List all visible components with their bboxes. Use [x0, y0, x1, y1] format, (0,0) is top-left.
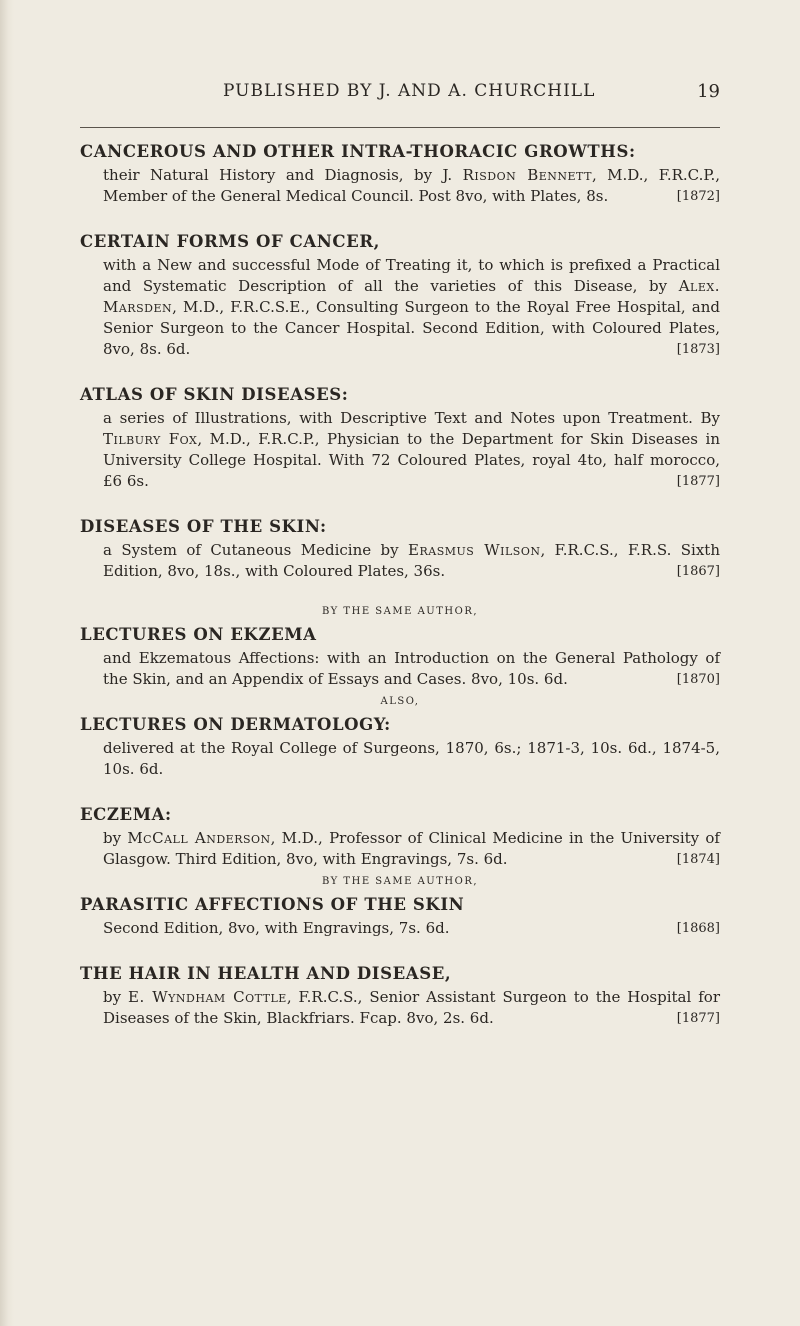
catalogue-entry — [80, 382, 720, 492]
catalogue-entry — [80, 961, 720, 1029]
catalogue-entry — [80, 139, 720, 207]
entry-author: Alex. Marsden — [103, 277, 720, 316]
entry-text: by — [103, 829, 128, 847]
entry-text: by — [103, 988, 129, 1006]
catalogue-entry — [80, 694, 720, 780]
entry-description — [80, 648, 720, 690]
entry-text: , M.D., Professor of Clinical Medicine in the University of Glasgow. Third Edition, 8vo, with Engravings, 7s. 6d. — [103, 829, 720, 868]
entry-year: [ 1867 ] — [677, 561, 720, 582]
entry-text: with a New and successful Mode of Treating it, to which is prefixed a Practical and Systematic Description of all the varieties of this Disease, by — [103, 256, 720, 295]
entry-title: PARASITIC AFFECTIONS OF THE SKIN — [80, 895, 465, 914]
entry-description — [80, 165, 720, 207]
entry-text: a series of Illustrations, with Descriptive Text and Notes upon Treatment. By — [103, 409, 720, 427]
entry-year: [ 1877 ] — [677, 1008, 720, 1029]
entry-title: LECTURES ON EKZEMA — [80, 625, 317, 644]
entry-description — [80, 255, 720, 360]
entry-text: delivered at the Royal College of Surgeons, 1870, 6s.; 1871-3, 10s. 6d., 1874-5, 10s. 6d. — [103, 739, 720, 778]
entry-title: DISEASES OF THE SKIN: — [80, 517, 327, 536]
entry-text: , M.D., F.R.C.P., Physician to the Department for Skin Diseases in University College Hospital. With 72 Coloured Plates, royal 4to, half morocco, £6 6s. — [103, 430, 720, 490]
entry-year: [ 1872 ] — [677, 186, 720, 207]
entry-title: ATLAS OF SKIN DISEASES: — [80, 385, 349, 404]
entry-author: Risdon Bennett — [462, 166, 592, 184]
entry-text: their Natural History and Diagnosis, by J. — [103, 166, 463, 184]
entry-text: , M.D., F.R.C.P., Member of the General Medical Council. Post 8vo, with Plates, 8s. — [103, 166, 720, 205]
entry-text: a System of Cutaneous Medicine by — [103, 541, 409, 559]
entry-description — [80, 738, 720, 780]
entry-author: Tilbury Fox — [103, 430, 198, 448]
entry-description — [80, 408, 720, 492]
header-rule — [80, 127, 720, 128]
entry-title: LECTURES ON DERMATOLOGY: — [80, 715, 391, 734]
also-note: ALSO, — [380, 696, 420, 707]
entry-text: Second Edition, 8vo, with Engravings, 7s. 6d. — [103, 919, 450, 937]
entry-text: , F.R.C.S., Senior Assistant Surgeon to the Hospital for Diseases of the Skin, Blackfriars. Fcap. 8vo, 2s. 6d. — [103, 988, 720, 1027]
entry-year: [ 1877 ] — [677, 471, 720, 492]
same-author-note: BY THE SAME AUTHOR, — [321, 876, 479, 887]
entry-year: [ 1868 ] — [677, 918, 720, 939]
entry-author: Erasmus Wilson — [408, 541, 541, 559]
catalogue-entry — [80, 874, 720, 939]
entry-description — [80, 918, 720, 939]
page-number: 19 — [697, 81, 720, 102]
page-edge-shadow — [0, 0, 14, 1326]
entry-year: [ 1870 ] — [677, 669, 720, 690]
entry-description — [80, 987, 720, 1029]
entry-text: , F.R.C.S., F.R.S. Sixth Edition, 8vo, 18s., with Coloured Plates, 36s. — [103, 541, 720, 580]
catalogue-entry — [80, 604, 720, 690]
same-author-note: BY THE SAME AUTHOR, — [321, 606, 479, 617]
entry-text: and Ekzematous Affections: with an Introduction on the General Pathology of the Skin, and an Appendix of Essays and Cases. 8vo, 10s. 6d. — [103, 649, 720, 688]
entry-description — [80, 540, 720, 582]
entry-title: THE HAIR IN HEALTH AND DISEASE, — [80, 964, 452, 983]
catalogue-entry — [80, 802, 720, 870]
catalogue-entry — [80, 514, 720, 582]
entry-author: McCall Anderson — [127, 829, 271, 847]
entry-author: E. Wyndham Cottle — [128, 988, 287, 1006]
entry-title: CERTAIN FORMS OF CANCER, — [80, 232, 380, 251]
catalogue-list — [80, 139, 720, 1051]
entry-text: , M.D., F.R.C.S.E., Consulting Surgeon to the Royal Free Hospital, and Senior Surgeon to the Cancer Hospital. Second Edition, with Coloured Plates, 8vo, 8s. 6d. — [103, 298, 720, 358]
entry-title: CANCEROUS AND OTHER INTRA-THORACIC GROWTHS: — [80, 142, 636, 161]
entry-description — [80, 828, 720, 870]
running-head-title: PUBLISHED BY J. AND A. CHURCHILL — [223, 81, 596, 101]
entry-year: [ 1873 ] — [677, 339, 720, 360]
entry-year: [ 1874 ] — [677, 849, 720, 870]
running-head — [80, 81, 720, 107]
catalogue-entry — [80, 229, 720, 360]
entry-title: ECZEMA: — [80, 805, 172, 824]
